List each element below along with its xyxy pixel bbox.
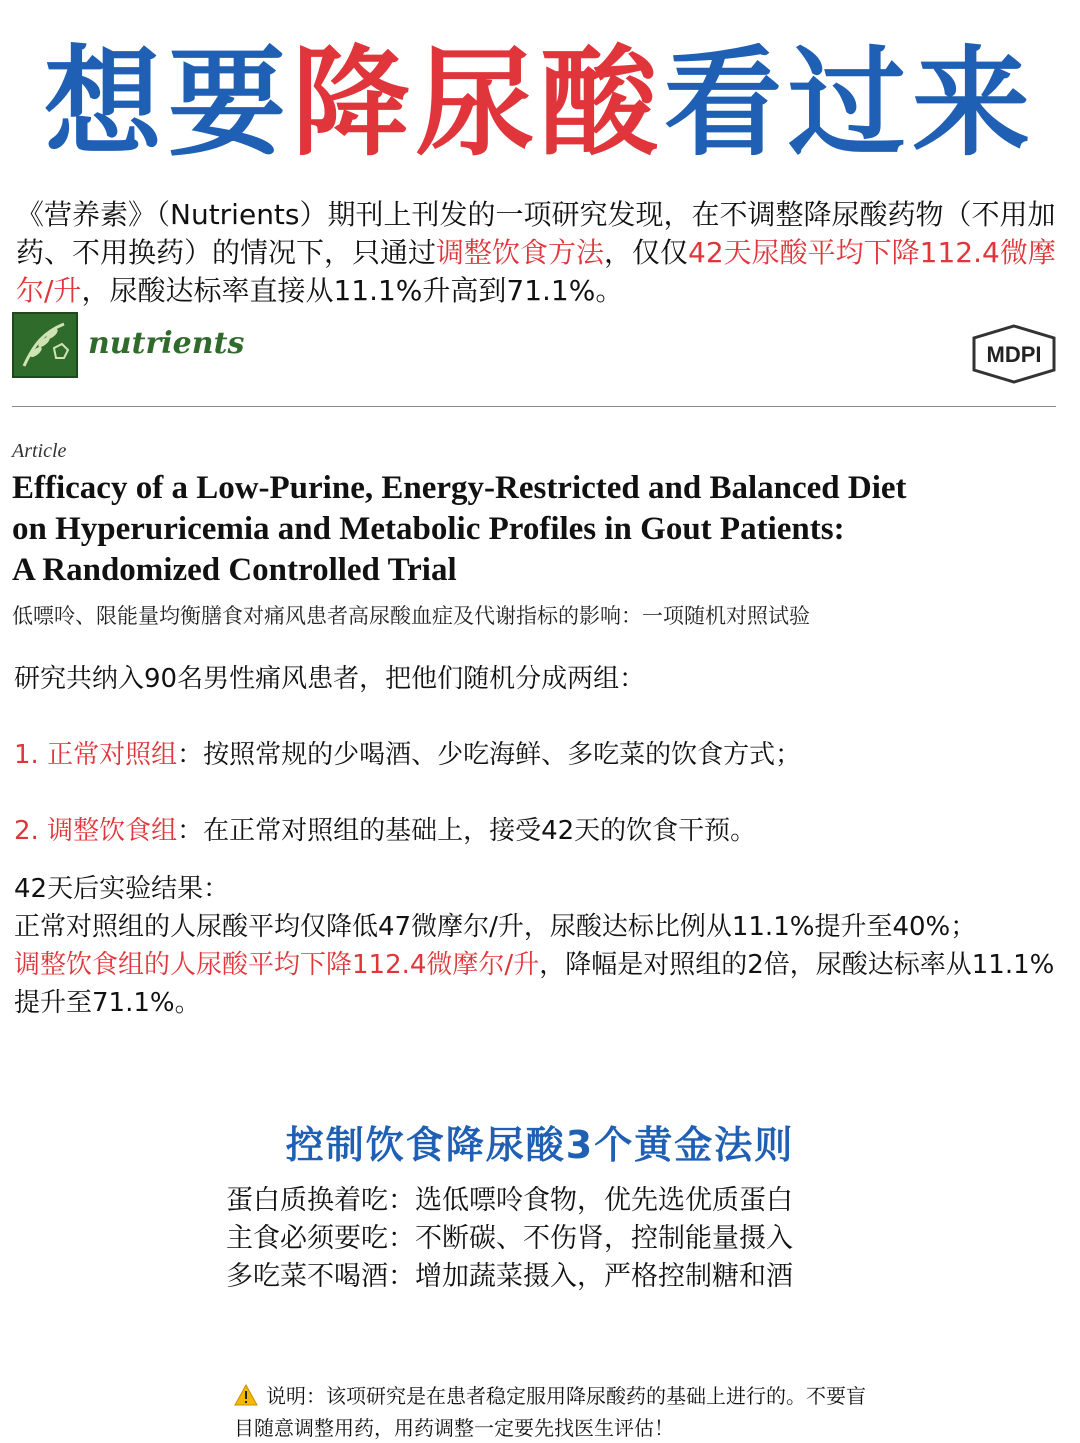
intro-text-1: 《营养素》（Nutrients）期刊上刊发的一项研究发现，在不调整降尿酸药物（不用加药、不用换药）的情况下，只通过: [16, 198, 1056, 269]
intro-text-2: ，仅仅: [604, 236, 689, 269]
intro-highlight-2: 42天尿酸平均下降112.4微摩尔/升: [16, 236, 1056, 307]
headline-part-1: 想要: [43, 34, 292, 172]
group-2-label: 2. 调整饮食组: [14, 816, 178, 846]
paper-title: [12, 468, 1062, 591]
headline: [0, 28, 1080, 178]
results-control: 正常对照组的人尿酸平均仅降低47微摩尔/升，尿酸达标比例从11.1%提升至40%；: [14, 912, 977, 942]
intro-paragraph: [16, 196, 1056, 310]
disclaimer-text: 说明：该项研究是在患者稳定服用降尿酸药的基础上进行的。不要盲目随意调整用药，用药调整一定要先找医生评估！: [234, 1384, 866, 1440]
rule-item: 多吃菜不喝酒：增加蔬菜摄入，严格控制糖和酒: [226, 1261, 793, 1292]
mdpi-logo-text: MDPI: [986, 342, 1042, 367]
intro-text-3: ，尿酸达标率直接从11.1%升高到71.1%。: [81, 274, 624, 307]
rules-title: 控制饮食降尿酸3个黄金法则: [285, 1123, 795, 1167]
results-diet-highlight: 调整饮食组的人尿酸平均下降112.4微摩尔/升: [14, 950, 540, 980]
mdpi-logo: [970, 324, 1058, 384]
group-1-text: ：按照常规的少喝酒、少吃海鲜、多吃菜的饮食方式；: [177, 740, 802, 770]
study-intro: 研究共纳入90名男性痛风患者，把他们随机分成两组：: [14, 664, 646, 694]
nutrients-leaf-logo-icon: [12, 312, 78, 378]
group-2-text: ：在正常对照组的基础上，接受42天的饮食干预。: [177, 816, 757, 846]
results-diet: [14, 946, 1064, 1022]
paper-title-chinese: 低嘌呤、限能量均衡膳食对痛风患者高尿酸血症及代谢指标的影响：一项随机对照试验: [12, 604, 810, 628]
disclaimer-note: [234, 1380, 874, 1443]
headline-part-2: 降尿酸: [291, 34, 664, 172]
paper-title-line-2: on Hyperuricemia and Metabolic Profiles in Gout Patients:: [12, 511, 845, 547]
results-diet-text: ，降幅是对照组的2倍，尿酸达标率从11.1%提升至71.1%。: [14, 950, 1055, 1018]
journal-name: nutrients: [88, 326, 245, 361]
rules-list: [226, 1182, 926, 1296]
rule-item: 蛋白质换着吃：选低嘌呤食物，优先选优质蛋白: [226, 1185, 793, 1216]
journal-header: [12, 312, 1058, 388]
results-heading: 42天后实验结果：: [14, 874, 230, 904]
warning-icon: [234, 1383, 258, 1405]
group-1-label: 1. 正常对照组: [14, 740, 178, 770]
group-1-item: [14, 736, 1064, 774]
headline-part-3: 看过来: [664, 34, 1037, 172]
intro-highlight-1: 调整饮食方法: [436, 236, 605, 269]
rule-item: 主食必须要吃：不断碳、不伤肾，控制能量摄入: [226, 1223, 793, 1254]
group-2-item: [14, 812, 1064, 850]
paper-title-line-3: A Randomized Controlled Trial: [12, 552, 457, 588]
paper-title-line-1: Efficacy of a Low-Purine, Energy-Restricted and Balanced Diet: [12, 470, 907, 506]
divider: [12, 406, 1056, 407]
article-type-label: Article: [12, 440, 67, 462]
results-block: [14, 870, 1064, 1022]
